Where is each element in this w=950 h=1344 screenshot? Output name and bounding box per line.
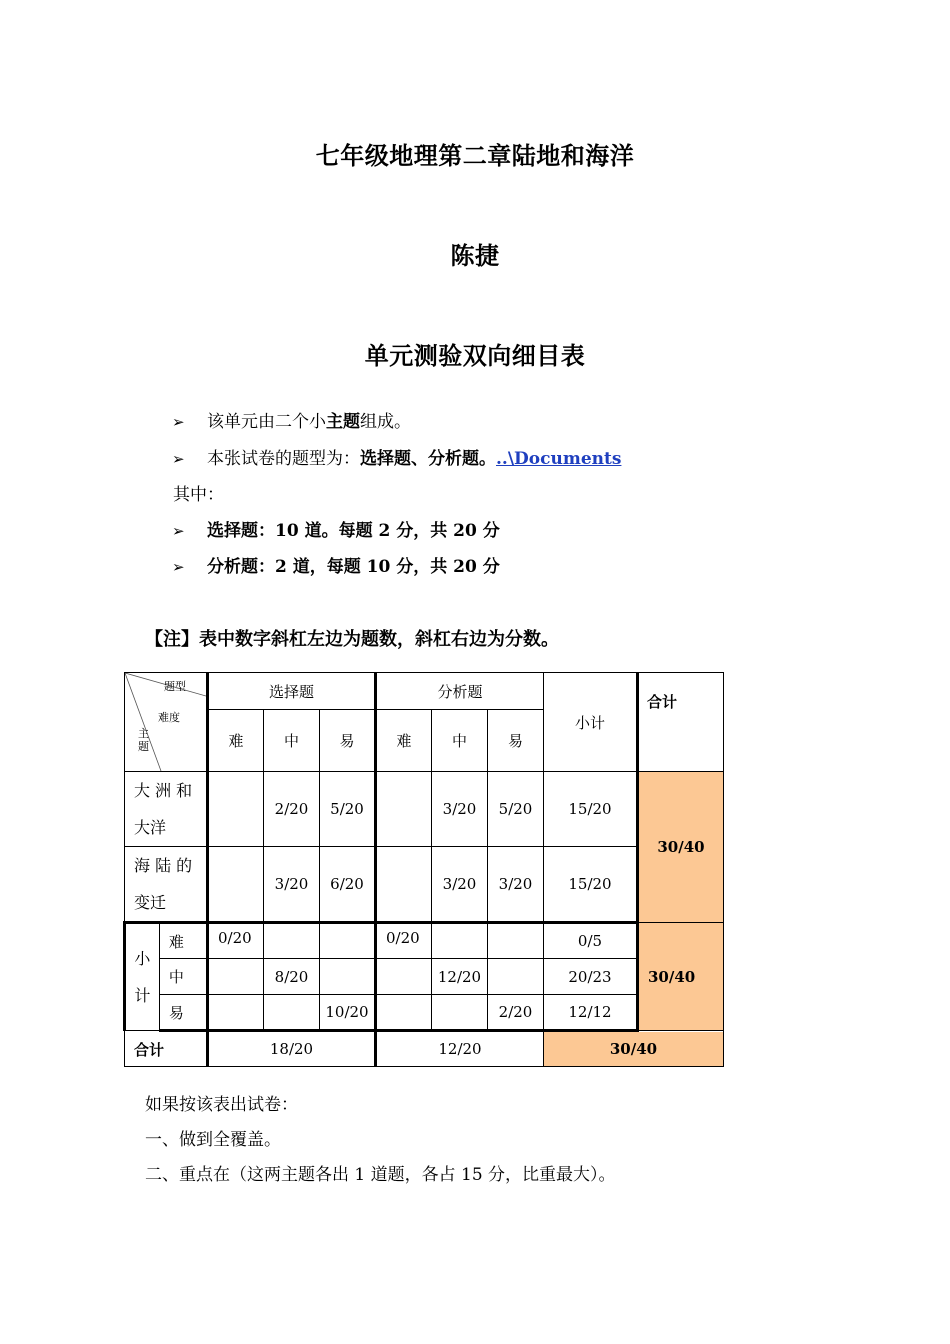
subtotal-header: 小计 — [544, 673, 638, 772]
table-cell — [320, 923, 376, 959]
topic-name-line: 变迁 — [134, 893, 167, 912]
grand-total-analysis: 12/20 — [376, 1031, 544, 1067]
among-label: 其中： — [173, 485, 224, 505]
table-cell — [376, 847, 432, 923]
table-cell: 6/20 — [320, 847, 376, 923]
corner-header-cell — [125, 673, 208, 772]
bullet-marker-icon: ➢ — [172, 413, 185, 431]
subtotal-cell: 15/20 — [544, 772, 638, 847]
corner-topic-label: 题 — [138, 740, 149, 753]
level-header: 难 — [376, 710, 432, 772]
level-header: 易 — [488, 710, 544, 772]
bullet-text: 组成。 — [360, 412, 411, 432]
topic-name-cell — [125, 847, 208, 923]
table-cell: 8/20 — [264, 959, 320, 995]
spec-table — [123, 672, 724, 1067]
table-cell — [208, 772, 264, 847]
analysis-header: 分析题 — [376, 673, 544, 710]
corner-topic-label: 主 — [138, 727, 149, 740]
table-cell — [376, 959, 432, 995]
bullet-topics — [207, 411, 411, 433]
table-note: 【注】表中数字斜杠左边为题数，斜杠右边为分数。 — [145, 629, 559, 650]
bullet-bold-text: 主题 — [326, 412, 360, 432]
bullet-analysis-detail: 分析题：2 道，每题 10 分，共 20 分 — [207, 557, 500, 577]
bullet-marker-icon: ➢ — [172, 522, 185, 540]
table-cell: 3/20 — [488, 847, 544, 923]
corner-type-label: 题型 — [164, 680, 186, 693]
table-cell — [432, 923, 488, 959]
table-cell: 12/20 — [432, 959, 488, 995]
bullet-bold-text: 选择题、分析题。 — [360, 449, 496, 469]
table-cell: 2/20 — [264, 772, 320, 847]
table-cell — [208, 995, 264, 1031]
topic-name-line: 大 洲 和 — [134, 781, 193, 800]
bullet-choice-detail: 选择题：10 道。每题 2 分，共 20 分 — [207, 521, 500, 541]
topic-name-line: 海 陆 的 — [134, 856, 193, 875]
subtotal-label-char: 小 — [134, 949, 151, 968]
corner-difficulty-label: 难度 — [158, 711, 180, 724]
level-header: 易 — [320, 710, 376, 772]
table-cell — [264, 995, 320, 1031]
level-label-cell: 易 — [159, 995, 207, 1031]
table-cell — [320, 959, 376, 995]
subtotal-cell: 0/5 — [544, 923, 638, 959]
choice-header: 选择题 — [208, 673, 376, 710]
level-header: 难 — [208, 710, 264, 772]
total-header: 合计 — [638, 673, 724, 772]
table-cell — [432, 995, 488, 1031]
grand-total-choice: 18/20 — [208, 1031, 376, 1067]
bullet-question-types — [207, 448, 621, 470]
level-label-cell: 中 — [159, 959, 207, 995]
subtotal-cell: 15/20 — [544, 847, 638, 923]
bullet-text: 本张试卷的题型为： — [207, 449, 360, 469]
topic-name-line: 大洋 — [134, 818, 167, 837]
table-cell: 3/20 — [432, 772, 488, 847]
table-cell — [488, 923, 544, 959]
level-header: 中 — [264, 710, 320, 772]
subtotal-cell: 12/12 — [544, 995, 638, 1031]
bullet-text: 该单元由二个小 — [207, 412, 326, 432]
table-cell: 5/20 — [488, 772, 544, 847]
bullet-marker-icon: ➢ — [172, 558, 185, 576]
grand-total-label: 合计 — [125, 1031, 208, 1067]
footer-line: 二、重点在（这两主题各出 1 道题，各占 15 分，比重最大）。 — [145, 1165, 616, 1185]
footer-line: 如果按该表出试卷： — [145, 1095, 298, 1115]
footer-line: 一、做到全覆盖。 — [145, 1130, 281, 1150]
subtotal-block-label — [125, 923, 160, 1031]
table-cell: 3/20 — [432, 847, 488, 923]
topics-total-cell: 30/40 — [638, 772, 724, 923]
bullet-marker-icon: ➢ — [172, 450, 185, 468]
author-name: 陈捷 — [450, 242, 500, 270]
table-cell: 3/20 — [264, 847, 320, 923]
table-cell — [488, 959, 544, 995]
subtotal-cell: 20/23 — [544, 959, 638, 995]
subtotal-block-total-cell: 30/40 — [638, 923, 724, 1031]
table-cell — [376, 772, 432, 847]
table-cell: 10/20 — [320, 995, 376, 1031]
table-cell: 0/20 — [376, 923, 432, 959]
document-subtitle: 单元测验双向细目表 — [364, 342, 586, 370]
grand-total-value: 30/40 — [544, 1031, 724, 1067]
table-cell — [264, 923, 320, 959]
level-header: 中 — [432, 710, 488, 772]
table-cell — [208, 847, 264, 923]
level-label-cell: 难 — [159, 923, 207, 959]
topic-name-cell — [125, 772, 208, 847]
table-cell: 2/20 — [488, 995, 544, 1031]
documents-link[interactable]: ..\Documents — [496, 449, 622, 469]
table-cell — [376, 995, 432, 1031]
subtotal-label-char: 计 — [134, 986, 151, 1005]
table-cell: 0/20 — [208, 923, 264, 959]
document-title: 七年级地理第二章陆地和海洋 — [315, 142, 635, 170]
table-cell: 5/20 — [320, 772, 376, 847]
table-cell — [208, 959, 264, 995]
